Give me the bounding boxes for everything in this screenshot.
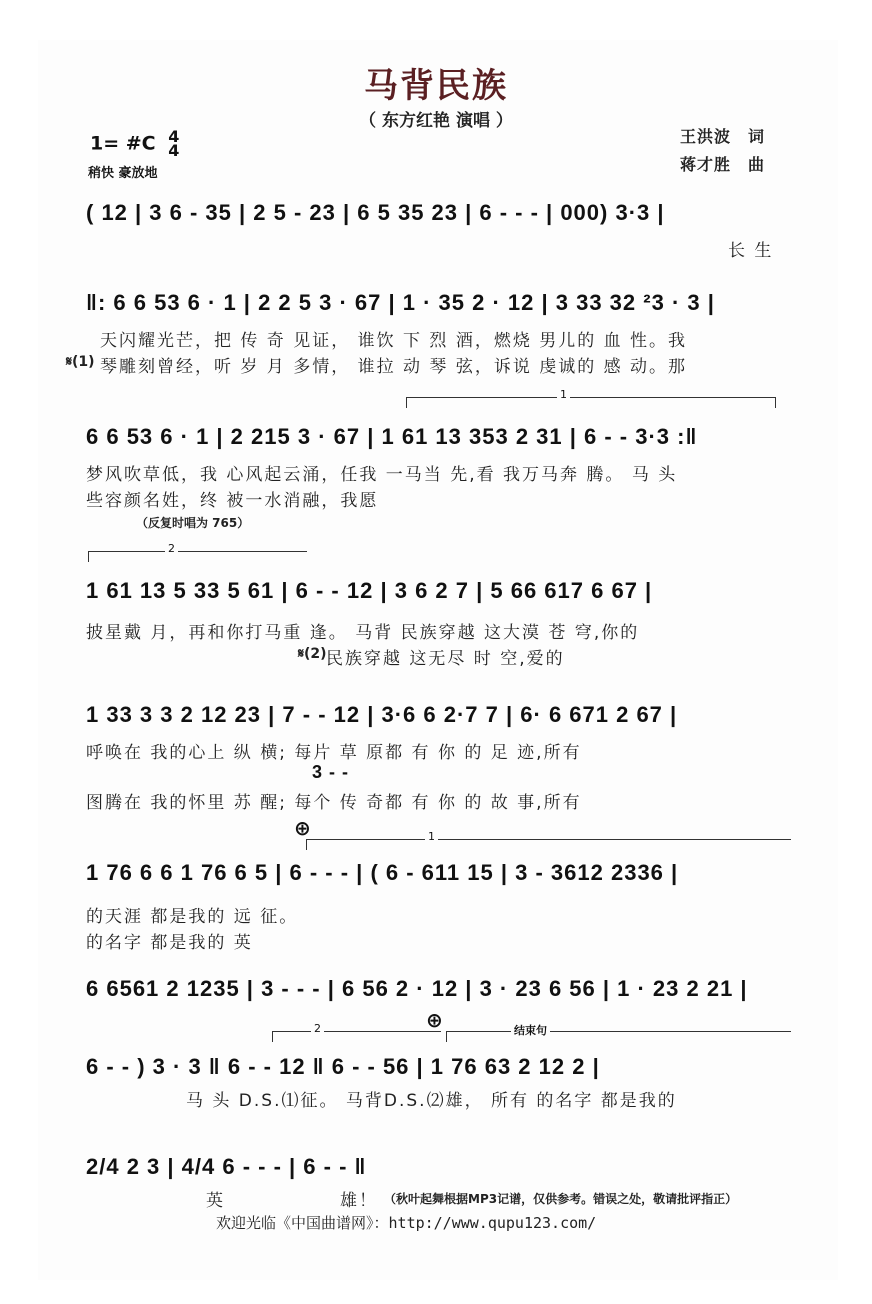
score-line-2-lyrics-verse2: 琴雕刻曾经，听 岁 月 多情， 谁拉 动 琴 弦，诉说 虔诚的 感 动。那 xyxy=(100,357,688,377)
song-title: 马背民族 xyxy=(364,66,508,106)
volta-bracket-2: 2 xyxy=(88,551,307,562)
volta-bracket-1b: 1 xyxy=(306,839,791,850)
score-line-5-notes: 1 33 3 3 2 12 23 | 7 - - 12 | 3·6 6 2·7 7 | 6· 6 671 2 67 | xyxy=(86,702,678,727)
tempo-marking: 稍快 豪放地 xyxy=(88,166,158,181)
key-signature xyxy=(90,127,180,160)
alternate-notes: 3 - - xyxy=(312,762,350,782)
transcriber-remark: （秋叶起舞根据MP3记谱，仅供参考。错误之处，敬请批评指正） xyxy=(384,1192,738,1206)
coda-icon: ⊕ xyxy=(294,816,311,840)
key-label: 1= #C xyxy=(90,132,156,155)
score-line-1-lyrics: 长 生 xyxy=(728,241,774,261)
time-signature: 4 4 xyxy=(168,127,180,160)
repeat-note: （反复时唱为 765） xyxy=(136,516,250,530)
score-line-3-notes: 6 6 53 6 · 1 | 2 215 3 · 67 | 1 61 13 353 2 31 | 6 - - 3·3 :‖ xyxy=(86,424,698,449)
singer-credit: （ 东方红艳 演唱 ） xyxy=(359,111,513,131)
score-line-2-lyrics-verse1: 天闪耀光芒，把 传 奇 见证， 谁饮 下 烈 酒，燃烧 男儿的 血 性。我 xyxy=(100,331,688,351)
segno-2: 𝄋(2) xyxy=(298,646,327,662)
footer-website: 欢迎光临《中国曲谱网》：http://www.qupu123.com/ xyxy=(216,1214,597,1232)
score-line-9-lyric-2: 雄！ xyxy=(340,1191,378,1211)
score-line-4-lyrics-verse2: 民族穿越 这无尽 时 空,爱的 xyxy=(326,649,565,669)
volta-bracket-2b: 2 xyxy=(272,1031,441,1042)
segno-1: 𝄋(1) xyxy=(66,354,95,370)
score-line-8-lyrics: 马 头 D.S.⑴征。 马背D.S.⑵雄， 所有 的名字 都是我的 xyxy=(186,1091,677,1111)
score-line-9-notes: 2/4 2 3 | 4/4 6 - - - | 6 - - ‖ xyxy=(86,1154,367,1179)
score-line-4-notes: 1 61 13 5 33 5 61 | 6 - - 12 | 3 6 2 7 | 5 66 617 6 67 | xyxy=(86,578,653,603)
score-line-3-lyrics-verse1: 梦风吹草低，我 心风起云涌，任我 一马当 先,看 我万马奔 腾。 马 头 xyxy=(86,465,678,485)
coda-icon-2: ⊕ xyxy=(426,1008,443,1032)
volta-bracket-1: 1 xyxy=(406,397,776,408)
score-line-2-notes: ‖: 6 6 53 6 · 1 | 2 2 5 3 · 67 | 1 · 35 2 · 12 | 3 33 32 ²3 · 3 | xyxy=(86,290,715,315)
score-line-5-lyrics-verse2: 图腾在 我的怀里 苏 醒; 每个 传 奇都 有 你 的 故 事,所有 xyxy=(86,793,582,813)
score-line-9-lyric-1: 英 xyxy=(206,1191,225,1211)
score-line-7-notes: 6 6561 2 1235 | 3 - - - | 6 56 2 · 12 | 3 · 23 6 56 | 1 · 23 2 21 | xyxy=(86,976,748,1001)
lyricist-credit: 王洪波 词 xyxy=(680,127,766,146)
composer-credit: 蒋才胜 曲 xyxy=(680,155,766,174)
score-line-6-notes: 1 76 6 6 1 76 6 5 | 6 - - - | ( 6 - 611 15 | 3 - 3612 2336 | xyxy=(86,860,679,885)
score-line-6-lyrics-verse1: 的天涯 都是我的 远 征。 xyxy=(86,907,299,927)
score-line-4-lyrics-verse1: 披星戴 月，再和你打马重 逢。 马背 民族穿越 这大漠 苍 穹,你的 xyxy=(86,623,640,643)
score-line-3-lyrics-verse2: 些容颜名姓，终 被一水消融，我愿 xyxy=(86,491,379,511)
score-line-5-lyrics-verse1: 呼唤在 我的心上 纵 横; 每片 草 原都 有 你 的 足 迹,所有 xyxy=(86,743,582,763)
score-line-1-notes: ( 12 | 3 6 - 35 | 2 5 - 23 | 6 5 35 23 | 6 - - - | 000) 3·3 | xyxy=(86,200,665,225)
score-line-8-notes: 6 - - ) 3 · 3 ‖ 6 - - 12 ‖ 6 - - 56 | 1 76 63 2 12 2 | xyxy=(86,1054,600,1079)
score-line-6-lyrics-verse2: 的名字 都是我的 英 xyxy=(86,933,253,953)
ending-bracket: 结束句 xyxy=(446,1031,791,1042)
